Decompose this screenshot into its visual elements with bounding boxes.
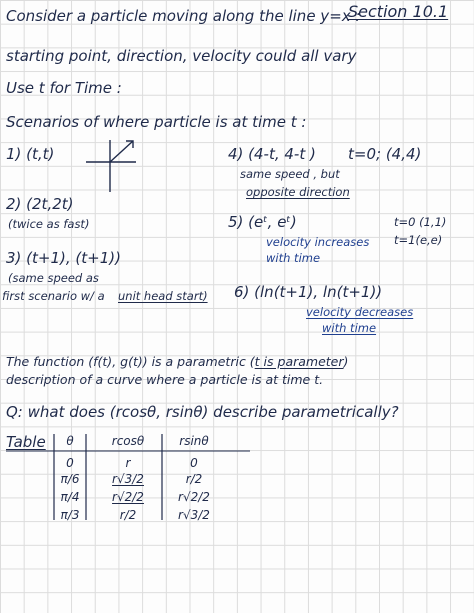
table-cell: r/2: [185, 472, 203, 486]
scenario-1: 1) (t,t): [6, 145, 55, 163]
table-cell: r/2: [119, 508, 137, 522]
table-header-rsin: rsinθ: [179, 434, 209, 448]
definition-text-c: ): [343, 354, 349, 369]
scenario-3: 3) (t+1), (t+1)): [6, 249, 121, 267]
scenario-4-note-2: opposite direction: [246, 185, 350, 199]
page-title: Consider a particle moving along the line y=x :: [6, 7, 361, 25]
scenario-5-extra-2: t=1(e,e): [394, 233, 443, 247]
table-cell: r: [125, 456, 131, 470]
table-cell: π/3: [60, 508, 80, 522]
direction-arrow: [110, 141, 133, 162]
scenario-3-note-1: (same speed as: [8, 271, 99, 285]
definition-line-2: description of a curve where a particle is at time t.: [6, 372, 324, 387]
table-header-rcos: rcosθ: [111, 434, 145, 448]
scenario-2-note: (twice as fast): [8, 217, 90, 231]
scenario-5-note-1: velocity increases: [266, 235, 370, 249]
scenario-4-extra: t=0; (4,4): [348, 145, 422, 163]
definition-text-a: The function (f(t), g(t)) is a parametric (: [6, 354, 255, 369]
table-cell: r√3/2: [178, 508, 210, 522]
section-label: Section 10.1: [348, 2, 449, 21]
intro-line-1: starting point, direction, velocity could all vary: [6, 47, 357, 65]
table-cell: r√2/2: [112, 490, 144, 504]
scenario-6: 6) (ln(t+1), ln(t+1)): [234, 283, 383, 301]
table-cell: π/6: [60, 472, 80, 486]
table-cell: r√2/2: [178, 490, 210, 504]
intro-line-2: Use t for Time :: [6, 79, 122, 97]
table-header-theta: θ: [66, 434, 74, 448]
question: Q: what does (rcosθ, rsinθ) describe parametrically?: [6, 403, 399, 421]
scenario-4-note-1: same speed , but: [240, 167, 340, 181]
table-cell: 0: [66, 456, 74, 470]
scenario-5-note-2: with time: [266, 251, 321, 265]
scenario-3-note-3: unit head start): [118, 289, 208, 303]
definition-parameter: t is parameter: [254, 354, 344, 369]
intro-line-3: Scenarios of where particle is at time t :: [6, 113, 307, 131]
definition-line-1: [6, 354, 348, 370]
table-cell: 0: [190, 456, 198, 470]
scenario-3-note-2: first scenario w/ a: [2, 289, 105, 303]
scenario-4: 4) (4-t, 4-t ): [228, 145, 316, 163]
scenario-5-extra-1: t=0 (1,1): [394, 215, 447, 229]
table-title: Table: [6, 433, 46, 451]
scenario-6-note-2: with time: [322, 321, 377, 335]
scenario-2: 2) (2t,2t): [6, 195, 74, 213]
table-cell: r√3/2: [112, 472, 144, 486]
table-cell: π/4: [60, 490, 80, 504]
scenario-5: 5) (eᵗ, eᵗ): [228, 213, 297, 231]
scenario-6-note-1: velocity decreases: [306, 305, 414, 319]
